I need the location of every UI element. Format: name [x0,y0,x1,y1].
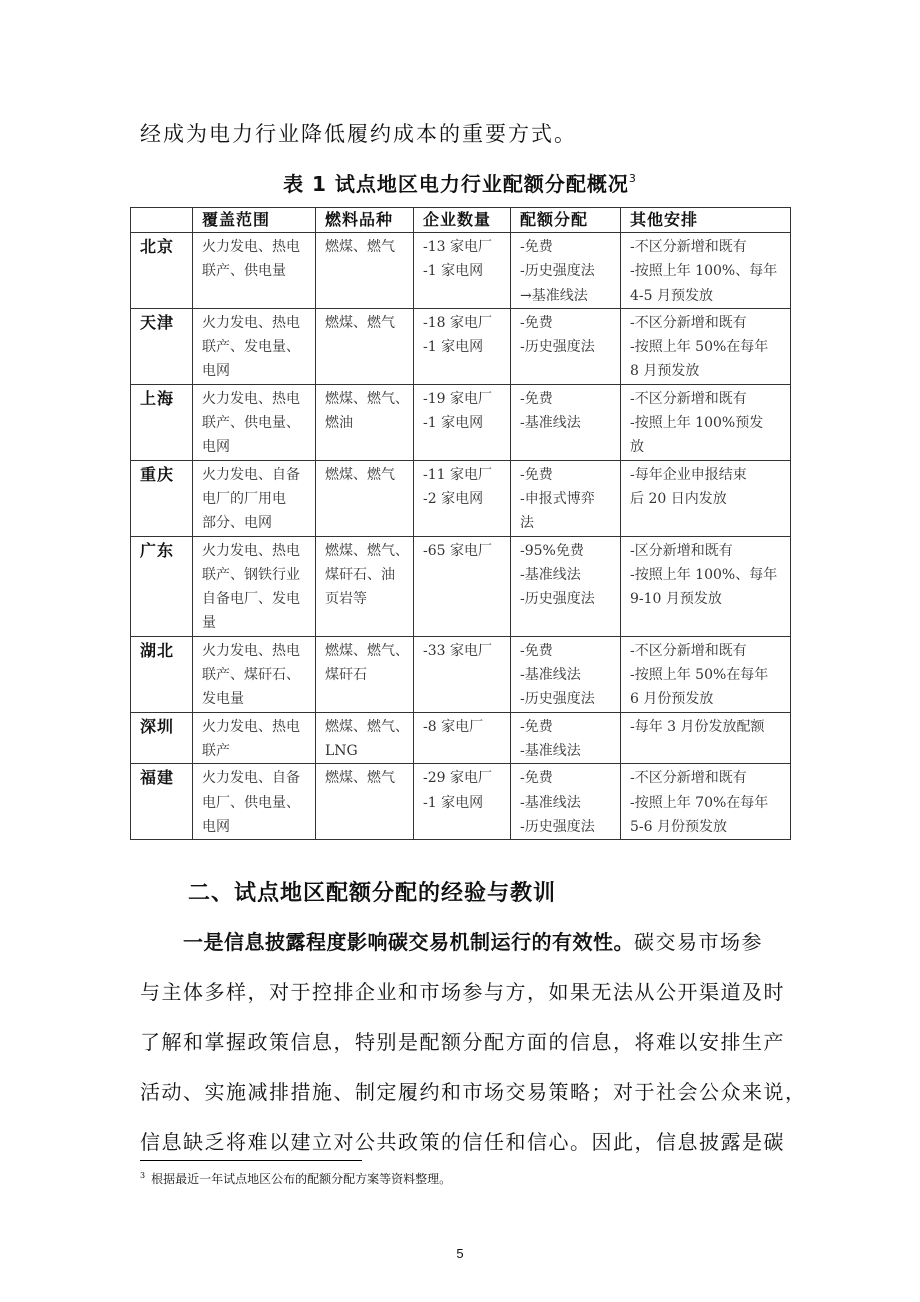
count-cell [414,636,511,712]
cell-text-line: 火力发电、热电 [202,642,300,659]
cell-text-line: 燃煤、燃气、 [325,718,409,735]
cell-text-line: 电厂、供电量、 [202,794,300,811]
cell-text-line: 电厂的厂用电 [202,490,286,507]
region-cell: 深圳 [131,712,193,764]
other-cell [621,384,791,460]
footnote [140,1170,451,1187]
cell-text-line: -1 家电网 [423,339,484,356]
cell-text-line: 燃油 [325,415,353,432]
other-cell [621,536,791,636]
header-cell: 配额分配 [511,208,621,233]
cell-text-line: 火力发电、热电 [202,542,300,559]
cell-text-line: -不区分新增和既有 [630,770,747,787]
cell-text-line: -不区分新增和既有 [630,314,747,331]
table-row [131,712,791,764]
allocation-cell [511,712,621,764]
cell-text-line: 火力发电、自备 [202,770,300,787]
cell-text-line: -按照上年 100%预发 [630,415,764,432]
allocation-table [130,207,791,840]
cell-text-line: -不区分新增和既有 [630,390,747,407]
other-cell [621,460,791,536]
cell-text-line: -1 家电网 [423,263,484,280]
table-row [131,233,791,309]
cell-text-line: -基准线法 [520,415,581,432]
header-cell: 覆盖范围 [193,208,316,233]
table-row [131,384,791,460]
region-cell: 北京 [131,233,193,309]
footnote-divider [140,1160,362,1161]
other-cell [621,764,791,840]
allocation-cell [511,764,621,840]
allocation-cell [511,460,621,536]
cell-text-line: -18 家电厂 [423,314,492,331]
cell-text-line: -基准线法 [520,566,581,583]
count-cell [414,308,511,384]
cell-text-line: -65 家电厂 [423,542,492,559]
cell-text-line: -基准线法 [520,794,581,811]
cell-text-line: -1 家电网 [423,794,484,811]
paragraph-lead: 一是信息披露程度影响碳交易机制运行的有效性。 [183,930,634,954]
cell-text-line: -免费 [520,314,553,331]
footnote-text: 根据最近一年试点地区公布的配额分配方案等资料整理。 [151,1172,452,1186]
cell-text-line: 火力发电、热电 [202,314,300,331]
cell-text-line: -申报式博弈 [520,490,595,507]
cell-text-line: -历史强度法 [520,263,595,280]
paragraph-line: 活动、实施减排措施、制定履约和市场交易策略；对于社会公众来说， [140,1080,807,1104]
cell-text-line: 自备电厂、发电 [202,591,300,608]
cell-text-line: 页岩等 [325,591,367,608]
cell-text-line: -历史强度法 [520,339,595,356]
count-cell [414,712,511,764]
cell-text-line: -19 家电厂 [423,390,492,407]
footnote-reference: 3 [628,172,637,185]
cell-text-line: -每年企业申报结束 [630,466,747,483]
coverage-cell [193,536,316,636]
paragraph-line: 了解和掌握政策信息，特别是配额分配方面的信息，将难以安排生产 [140,1030,785,1054]
cell-text-line: 6 月份预发放 [630,691,714,708]
coverage-cell [193,764,316,840]
table-row [131,308,791,384]
cell-text-line: -95%免费 [520,542,584,559]
cell-text-line: 联产、供电量 [202,263,286,280]
cell-text-line: 电网 [202,363,230,380]
cell-text-line: 火力发电、热电 [202,390,300,407]
fuel-cell [316,764,414,840]
cell-text-line: -29 家电厂 [423,770,492,787]
cell-text-line: →基准线法 [520,287,588,304]
region-cell: 福建 [131,764,193,840]
other-cell [621,233,791,309]
cell-text-line: 燃煤、燃气、 [325,542,409,559]
cell-text-line: 部分、电网 [202,515,272,532]
cell-text-line: 火力发电、热电 [202,239,300,255]
cell-text-line: 联产、供电量、 [202,415,300,432]
coverage-cell [193,712,316,764]
cell-text-line: -按照上年 70%在每年 [630,794,769,811]
cell-text-line: 发电量 [202,691,244,708]
coverage-cell [193,384,316,460]
allocation-cell [511,233,621,309]
page-number: 5 [456,1246,464,1261]
cell-text-line: -免费 [520,718,553,735]
cell-text-line: -基准线法 [520,742,581,759]
cell-text-line: -33 家电厂 [423,642,492,659]
cell-text-line: 8 月预发放 [630,363,700,380]
allocation-cell [511,636,621,712]
header-cell: 企业数量 [414,208,511,233]
fuel-cell [316,308,414,384]
cell-text-line: 联产、煤矸石、 [202,667,300,684]
region-cell: 广东 [131,536,193,636]
cell-text-line: 煤矸石、油 [325,566,395,583]
table-title: 表 1 试点地区电力行业配额分配概况 [283,172,629,196]
cell-text-line: -13 家电厂 [423,239,492,255]
cell-text-line: -基准线法 [520,667,581,684]
table-caption [0,168,920,197]
cell-text-line: 燃煤、燃气、 [325,390,409,407]
cell-text-line: 联产、钢铁行业 [202,566,300,583]
cell-text-line: 燃煤、燃气、 [325,642,409,659]
cell-text-line: LNG [325,742,358,759]
cell-text-line: -历史强度法 [520,818,595,835]
cell-text-line: 法 [520,515,534,532]
table-header-row [131,208,791,233]
cell-text-line: -历史强度法 [520,591,595,608]
cell-text-line: 燃煤、燃气 [325,770,395,787]
paragraph-first-line-rest: 碳交易市场参 [634,930,763,954]
cell-text-line: 火力发电、自备 [202,466,300,483]
region-cell: 湖北 [131,636,193,712]
cell-text-line: 燃煤、燃气 [325,239,395,255]
coverage-cell [193,460,316,536]
cell-text-line: 电网 [202,818,230,835]
count-cell [414,384,511,460]
fuel-cell [316,384,414,460]
cell-text-line: -免费 [520,390,553,407]
cell-text-line: -不区分新增和既有 [630,642,747,659]
cell-text-line: -区分新增和既有 [630,542,733,559]
count-cell [414,536,511,636]
header-cell: 燃料品种 [316,208,414,233]
cell-text-line: 量 [202,615,216,632]
cell-text-line: -不区分新增和既有 [630,239,747,255]
cell-text-line: -按照上年 100%、每年 [630,566,778,583]
region-cell: 重庆 [131,460,193,536]
allocation-cell [511,536,621,636]
cell-text-line: 5-6 月份预发放 [630,818,727,835]
section-heading: 二、试点地区配额分配的经验与教训 [188,881,557,906]
table-row [131,636,791,712]
paragraph-line: 与主体多样，对于控排企业和市场参与方，如果无法从公开渠道及时 [140,980,785,1004]
cell-text-line: 后 20 日内发放 [630,490,727,507]
header-cell: 其他安排 [621,208,791,233]
cell-text-line: 4-5 月预发放 [630,287,713,304]
region-cell: 上海 [131,384,193,460]
fuel-cell [316,712,414,764]
cell-text-line: -1 家电网 [423,415,484,432]
fuel-cell [316,636,414,712]
fuel-cell [316,233,414,309]
other-cell [621,308,791,384]
cell-text-line: 联产 [202,742,230,759]
count-cell [414,460,511,536]
cell-text-line: 煤矸石 [325,667,367,684]
coverage-cell [193,233,316,309]
cell-text-line: 放 [630,439,644,456]
cell-text-line: -免费 [520,770,553,787]
cell-text-line: -11 家电厂 [423,466,492,483]
table-row [131,764,791,840]
cell-text-line: -历史强度法 [520,691,595,708]
count-cell [414,764,511,840]
paragraph-line [140,922,802,972]
cell-text-line: -8 家电厂 [423,718,484,735]
body-paragraph [140,922,807,1172]
cell-text-line: 联产、发电量、 [202,339,300,356]
table-body [131,233,791,840]
cell-text-line: -免费 [520,239,553,255]
other-cell [621,636,791,712]
footnote-mark: 3 [140,1171,146,1180]
cell-text-line: -每年 3 月份发放配额 [630,718,765,735]
other-cell [621,712,791,764]
allocation-cell [511,384,621,460]
header-cell [131,208,193,233]
cell-text-line: 火力发电、热电 [202,718,300,735]
intro-line: 经成为电力行业降低履约成本的重要方式。 [140,122,577,146]
cell-text-line: -按照上年 50%在每年 [630,339,769,356]
cell-text-line: 燃煤、燃气 [325,466,395,483]
cell-text-line: -按照上年 50%在每年 [630,667,769,684]
cell-text-line: -免费 [520,642,553,659]
cell-text-line: 燃煤、燃气 [325,314,395,331]
coverage-cell [193,308,316,384]
count-cell [414,233,511,309]
paragraph-line: 信息缺乏将难以建立对公共政策的信任和信心。因此，信息披露是碳 [140,1130,785,1154]
cell-text-line: -免费 [520,466,553,483]
table-row [131,536,791,636]
fuel-cell [316,536,414,636]
allocation-cell [511,308,621,384]
cell-text-line: -按照上年 100%、每年 [630,263,778,280]
coverage-cell [193,636,316,712]
cell-text-line: 电网 [202,439,230,456]
table-row [131,460,791,536]
cell-text-line: -2 家电网 [423,490,484,507]
cell-text-line: 9-10 月预发放 [630,591,722,608]
fuel-cell [316,460,414,536]
region-cell: 天津 [131,308,193,384]
